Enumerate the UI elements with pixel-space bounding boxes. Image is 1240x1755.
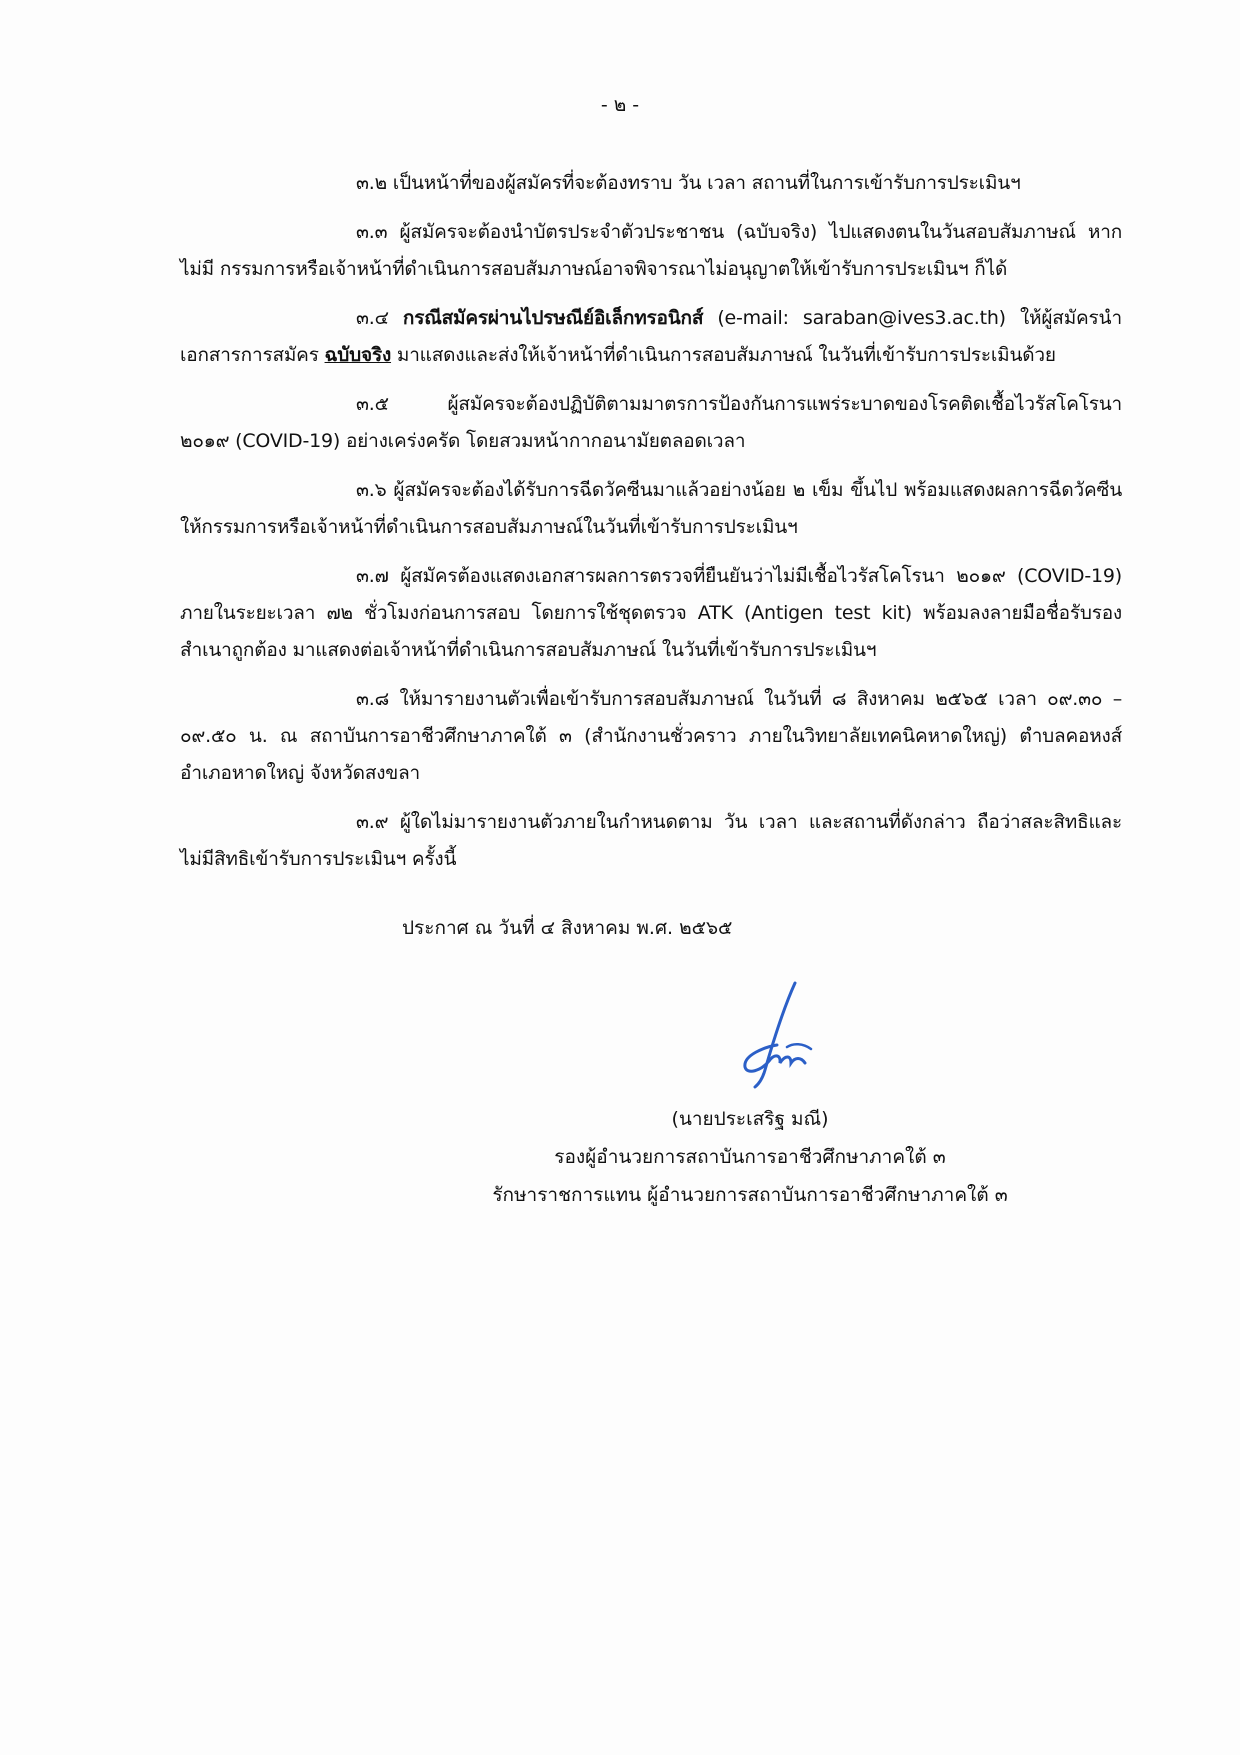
paragraph-3-4-text-a: (e-mail: saraban@ives3.ac.th) ให้ผู้สมัครนำเอกสารการสมัคร bbox=[180, 307, 1122, 366]
signature-block bbox=[440, 1100, 1060, 1214]
signatory-name: (นายประเสริฐ มณี) bbox=[671, 1108, 829, 1130]
page-number: - ๒ - bbox=[600, 94, 640, 116]
announcement-date: ประกาศ ณ วันที่ ๔ สิงหาคม พ.ศ. ๒๕๖๕ bbox=[402, 917, 733, 939]
paragraph-3-8: ๓.๘ ให้มารายงานตัวเพื่อเข้ารับการสอบสัมภาษณ์ ในวันที่ ๘ สิงหาคม ๒๕๖๕ เวลา ๐๙.๓๐ – ๐๙.๕๐ น. ณ สถาบันการอาชีวศึกษาภาคใต้ ๓ (สำนักงานชั่วคราว ภายในวิทยาลัยเทคนิคหาดใหญ่) ตำบลคอหงส์ อำเภอหาดใหญ่ จังหวัดสงขลา bbox=[180, 688, 1122, 784]
paragraph-3-4-number: ๓.๔ bbox=[356, 307, 389, 329]
paragraph-3-4 bbox=[180, 300, 1122, 374]
signatory-acting-title: รักษาราชการแทน ผู้อำนวยการสถาบันการอาชีวศึกษาภาคใต้ ๓ bbox=[492, 1184, 1008, 1206]
handwritten-signature bbox=[725, 975, 825, 1095]
document-body bbox=[180, 165, 1122, 890]
paragraph-3-5: ๓.๕ ผู้สมัครจะต้องปฏิบัติตามมาตรการป้องกันการแพร่ระบาดของโรคติดเชื้อไวรัสโคโรนา ๒๐๑๙ (COVID-19) อย่างเคร่งครัด โดยสวมหน้ากากอนามัยตลอดเวลา bbox=[180, 393, 1122, 452]
original-copy-emphasis: ฉบับจริง bbox=[324, 344, 392, 366]
paragraph-3-6: ๓.๖ ผู้สมัครจะต้องได้รับการฉีดวัคซีนมาแล้วอย่างน้อย ๒ เข็ม ขึ้นไป พร้อมแสดงผลการฉีดวัคซีนให้กรรมการหรือเจ้าหน้าที่ดำเนินการสอบสัมภาษณ์ในวันที่เข้ารับการประเมินฯ bbox=[180, 479, 1122, 538]
signatory-position: รองผู้อำนวยการสถาบันการอาชีวศึกษาภาคใต้ ๓ bbox=[554, 1146, 946, 1168]
paragraph-3-4-bold-heading: กรณีสมัครผ่านไปรษณีย์อิเล็กทรอนิกส์ bbox=[402, 307, 704, 329]
paragraph-3-9: ๓.๙ ผู้ใดไม่มารายงานตัวภายในกำหนดตาม วัน เวลา และสถานที่ดังกล่าว ถือว่าสละสิทธิและไม่มีสิทธิเข้ารับการประเมินฯ ครั้งนี้ bbox=[180, 811, 1122, 870]
paragraph-3-3: ๓.๓ ผู้สมัครจะต้องนำบัตรประจำตัวประชาชน (ฉบับจริง) ไปแสดงตนในวันสอบสัมภาษณ์ หากไม่มี กรรมการหรือเจ้าหน้าที่ดำเนินการสอบสัมภาษณ์อาจพิจารณาไม่อนุญาตให้เข้ารับการประเมินฯ ก็ได้ bbox=[180, 221, 1122, 280]
paragraph-3-4-text-b: มาแสดงและส่งให้เจ้าหน้าที่ดำเนินการสอบสัมภาษณ์ ในวันที่เข้ารับการประเมินด้วย bbox=[396, 344, 1056, 366]
paragraph-3-7: ๓.๗ ผู้สมัครต้องแสดงเอกสารผลการตรวจที่ยืนยันว่าไม่มีเชื้อไวรัสโคโรนา ๒๐๑๙ (COVID-19) ภายในระยะเวลา ๗๒ ชั่วโมงก่อนการสอบ โดยการใช้ชุดตรวจ ATK (Antigen test kit) พร้อมลงลายมือชื่อรับรองสำเนาถูกต้อง มาแสดงต่อเจ้าหน้าที่ดำเนินการสอบสัมภาษณ์ ในวันที่เข้ารับการประเมินฯ bbox=[180, 565, 1122, 661]
paragraph-3-2: ๓.๒ เป็นหน้าที่ของผู้สมัครที่จะต้องทราบ วัน เวลา สถานที่ในการเข้ารับการประเมินฯ bbox=[356, 172, 1021, 194]
